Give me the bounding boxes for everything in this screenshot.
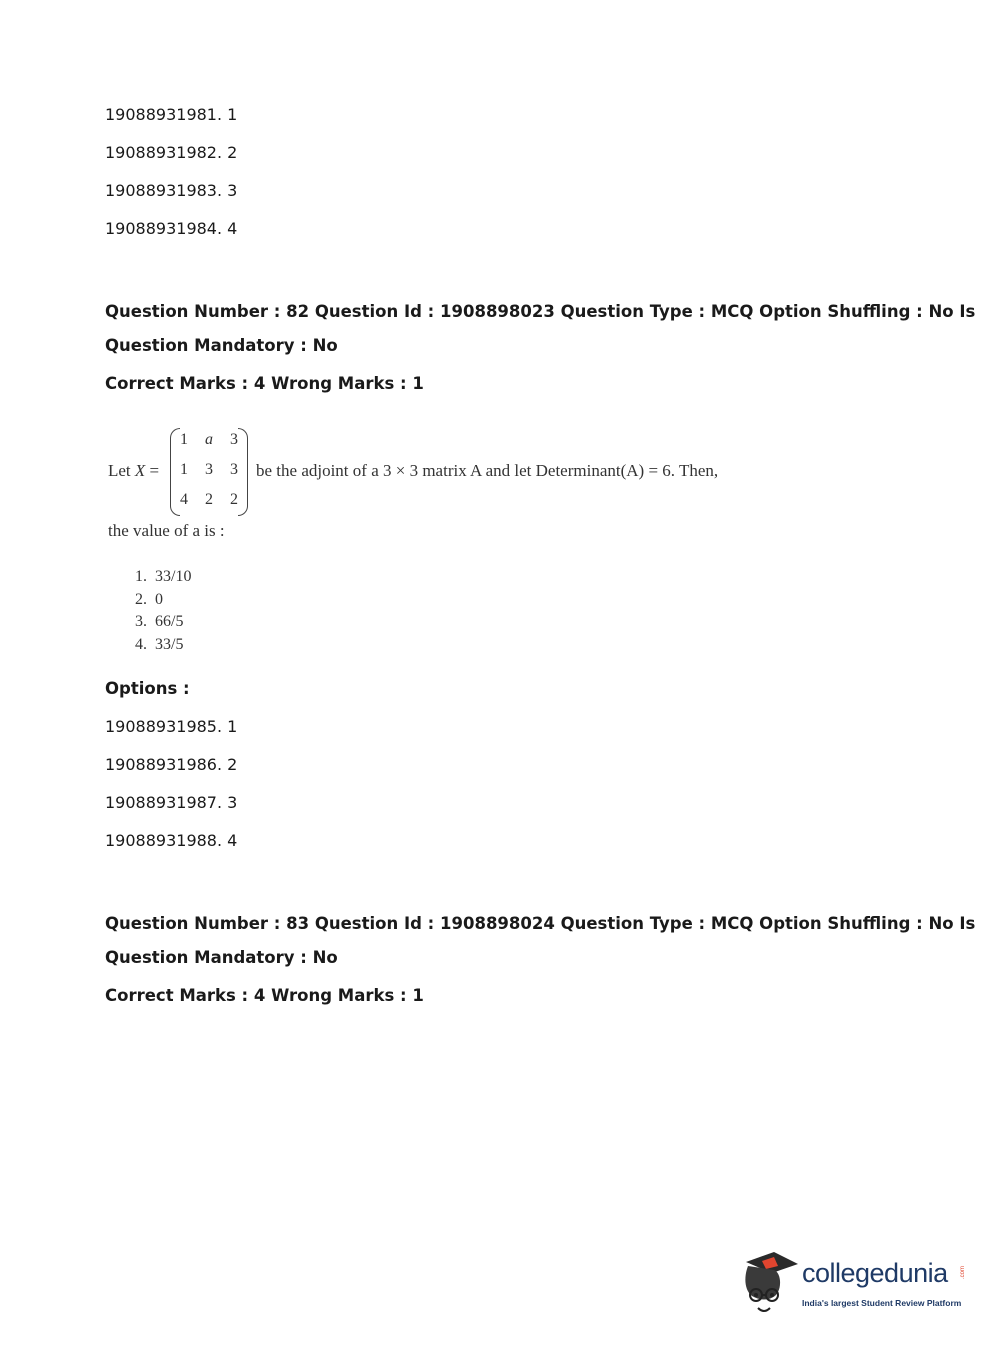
q82-stem-line2: the value of a is : bbox=[108, 521, 225, 540]
q83-marks: Correct Marks : 4 Wrong Marks : 1 bbox=[105, 986, 424, 1005]
q82-option-1: 19088931985. 1 bbox=[105, 717, 238, 736]
q83-header-line2: Question Mandatory : No bbox=[105, 948, 338, 967]
q82-choice-3 bbox=[135, 613, 183, 631]
matrix-cell: 3 bbox=[230, 461, 238, 478]
mascot-icon bbox=[740, 1248, 802, 1318]
q82-header-line1: Question Number : 82 Question Id : 1908898023 Question Type : MCQ Option Shuffling : No Is bbox=[105, 302, 976, 321]
matrix-cell: 3 bbox=[205, 461, 213, 478]
q82-option-4: 19088931988. 4 bbox=[105, 831, 238, 850]
choice-number: 2. bbox=[135, 591, 147, 608]
q82-choice-2 bbox=[135, 591, 163, 609]
matrix-cell: 4 bbox=[180, 491, 188, 508]
logo-dotcom: .com bbox=[960, 1266, 966, 1280]
matrix-cell: 1 bbox=[180, 431, 188, 448]
q82-stem-suffix: be the adjoint of a 3 × 3 matrix A and let Determinant(A) = 6. Then, bbox=[256, 461, 719, 480]
choice-value: 0 bbox=[155, 591, 163, 608]
q82-option-2: 19088931986. 2 bbox=[105, 755, 238, 774]
matrix-cell: 1 bbox=[180, 461, 188, 478]
q82-choice-1 bbox=[135, 568, 191, 586]
matrix-cell: 2 bbox=[205, 491, 213, 508]
choice-value: 66/5 bbox=[155, 613, 184, 630]
choice-number: 3. bbox=[135, 613, 147, 630]
prev-option-2: 19088931982. 2 bbox=[105, 143, 238, 162]
choice-number: 1. bbox=[135, 568, 147, 585]
stem-let: Let bbox=[108, 461, 131, 480]
q82-marks: Correct Marks : 4 Wrong Marks : 1 bbox=[105, 374, 424, 393]
q82-header-line2: Question Mandatory : No bbox=[105, 336, 338, 355]
logo-tagline: India's largest Student Review Platform bbox=[802, 1298, 962, 1308]
matrix-cell: a bbox=[205, 431, 213, 448]
q83-header-line1: Question Number : 83 Question Id : 1908898024 Question Type : MCQ Option Shuffling : No Is bbox=[105, 914, 976, 933]
q82-option-3: 19088931987. 3 bbox=[105, 793, 238, 812]
prev-option-1: 19088931981. 1 bbox=[105, 105, 238, 124]
prev-option-4: 19088931984. 4 bbox=[105, 219, 238, 238]
matrix-cell: 3 bbox=[230, 431, 238, 448]
collegedunia-logo bbox=[740, 1248, 980, 1318]
q82-matrix bbox=[170, 428, 250, 516]
q82-choice-4 bbox=[135, 636, 183, 654]
logo-wordmark: collegedunia bbox=[802, 1258, 948, 1288]
q82-stem-prefix bbox=[108, 461, 159, 481]
choice-number: 4. bbox=[135, 636, 147, 653]
q82-options-label: Options : bbox=[105, 679, 190, 698]
choice-value: 33/5 bbox=[155, 636, 184, 653]
prev-option-3: 19088931983. 3 bbox=[105, 181, 238, 200]
stem-eq: = bbox=[149, 461, 160, 480]
choice-value: 33/10 bbox=[155, 568, 192, 585]
matrix-cell: 2 bbox=[230, 491, 238, 508]
stem-var: X bbox=[134, 461, 146, 480]
